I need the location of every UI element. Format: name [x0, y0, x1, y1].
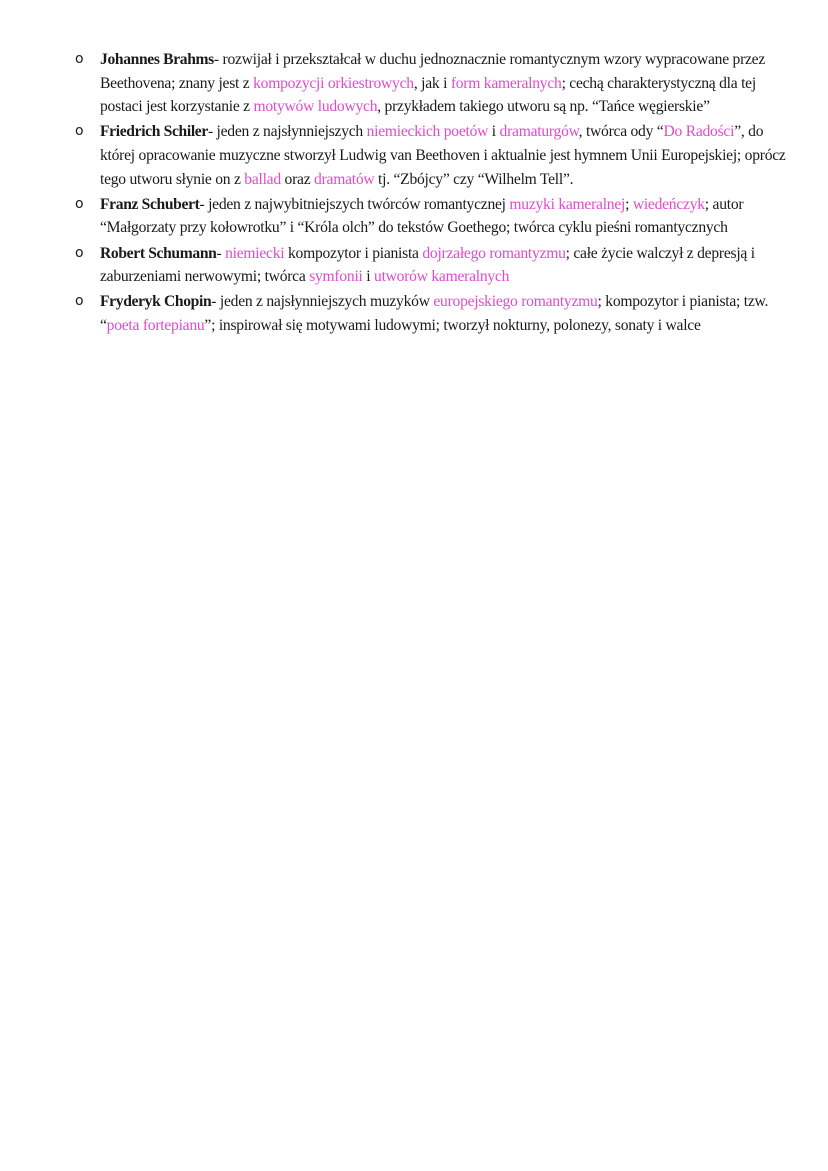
description-text: , przykładem takiego utworu są np. “Tańce węgierskie” — [377, 98, 710, 116]
description-text: ; całe życie walczył z depresją i zaburzeniami nerwowymi; twórca — [100, 244, 755, 286]
description-text: ”, do której opracowanie muzyczne stworzył Ludwig van Beethoven i aktualnie jest hymnem Unii Europejskiej; oprócz tego utworu słynie on z — [100, 123, 786, 188]
description-text: ”; inspirował się motywami ludowymi; tworzył nokturny, polonezy, sonaty i walce — [204, 316, 701, 334]
highlighted-term: niemiecki — [225, 244, 285, 262]
description-text: ; kompozytor i pianista; tzw. “ — [100, 293, 769, 334]
bullet-icon: o — [75, 244, 84, 261]
description-text: - jeden z najsłynniejszych muzyków — [211, 293, 434, 311]
highlighted-term: poeta fortepianu — [106, 316, 205, 334]
description-text: ; cechą charakterystyczną dla tej postaci jest korzystanie z — [100, 74, 756, 116]
description-text: - jeden z najsłynniejszych — [207, 123, 367, 141]
description-text: - jeden z najwybitniejszych twórców romantycznej — [199, 195, 510, 213]
bullet-icon: o — [75, 195, 84, 212]
highlighted-term: europejskiego romantyzmu — [433, 293, 598, 311]
highlighted-term: niemieckich poetów — [366, 123, 489, 141]
bullet-icon: o — [75, 51, 84, 67]
highlighted-term: form kameralnych — [450, 74, 562, 92]
bullet-icon: o — [75, 123, 84, 140]
highlighted-term: motywów ludowych — [253, 98, 378, 116]
description-text: ; autor “Małgorzaty przy kołowrotku” i “Króla olch” do tekstów Goethego; twórca cyklu pieśni romantycznych — [100, 195, 744, 237]
list-item — [75, 193, 790, 240]
description-text: i — [362, 268, 375, 286]
composer-name: Franz Schubert — [100, 195, 200, 213]
composer-name: Johannes Brahms — [100, 51, 214, 68]
highlighted-term: symfonii — [309, 268, 363, 286]
description-text: - rozwijał i przekształcał w duchu jednoznacznie romantycznym wzory wypracowane przez Beethovena; znany jest z — [100, 51, 766, 92]
composer-list — [75, 48, 790, 339]
list-item — [75, 48, 790, 119]
highlighted-term: ballad — [244, 170, 281, 188]
highlighted-term: Do Radości — [663, 123, 735, 141]
highlighted-term: dojrzałego romantyzmu — [422, 244, 566, 262]
highlighted-term: muzyki kameralnej — [509, 195, 626, 213]
highlighted-term: wiedeńczyk — [632, 195, 705, 213]
highlighted-term: utworów kameralnych — [374, 268, 510, 286]
list-item — [75, 242, 790, 289]
list-item — [75, 290, 790, 337]
description-text: tj. “Zbójcy” czy “Wilhelm Tell”. — [374, 170, 574, 188]
description-text: oraz — [280, 170, 315, 188]
list-item — [75, 120, 790, 191]
highlighted-term: dramaturgów — [499, 123, 579, 141]
description-text: , jak i — [413, 74, 451, 92]
composer-name: Friedrich Schiler — [100, 123, 208, 141]
description-text: , twórca ody “ — [578, 123, 664, 141]
composer-name: Robert Schumann — [100, 244, 217, 262]
description-text: ; — [625, 195, 633, 213]
highlighted-term: dramatów — [314, 170, 375, 188]
bullet-icon: o — [75, 293, 84, 310]
description-text: i — [488, 123, 500, 141]
description-text: kompozytor i pianista — [284, 244, 423, 262]
composer-name: Fryderyk Chopin — [100, 293, 212, 311]
description-text: - — [216, 244, 226, 262]
highlighted-term: kompozycji orkiestrowych — [253, 74, 414, 92]
